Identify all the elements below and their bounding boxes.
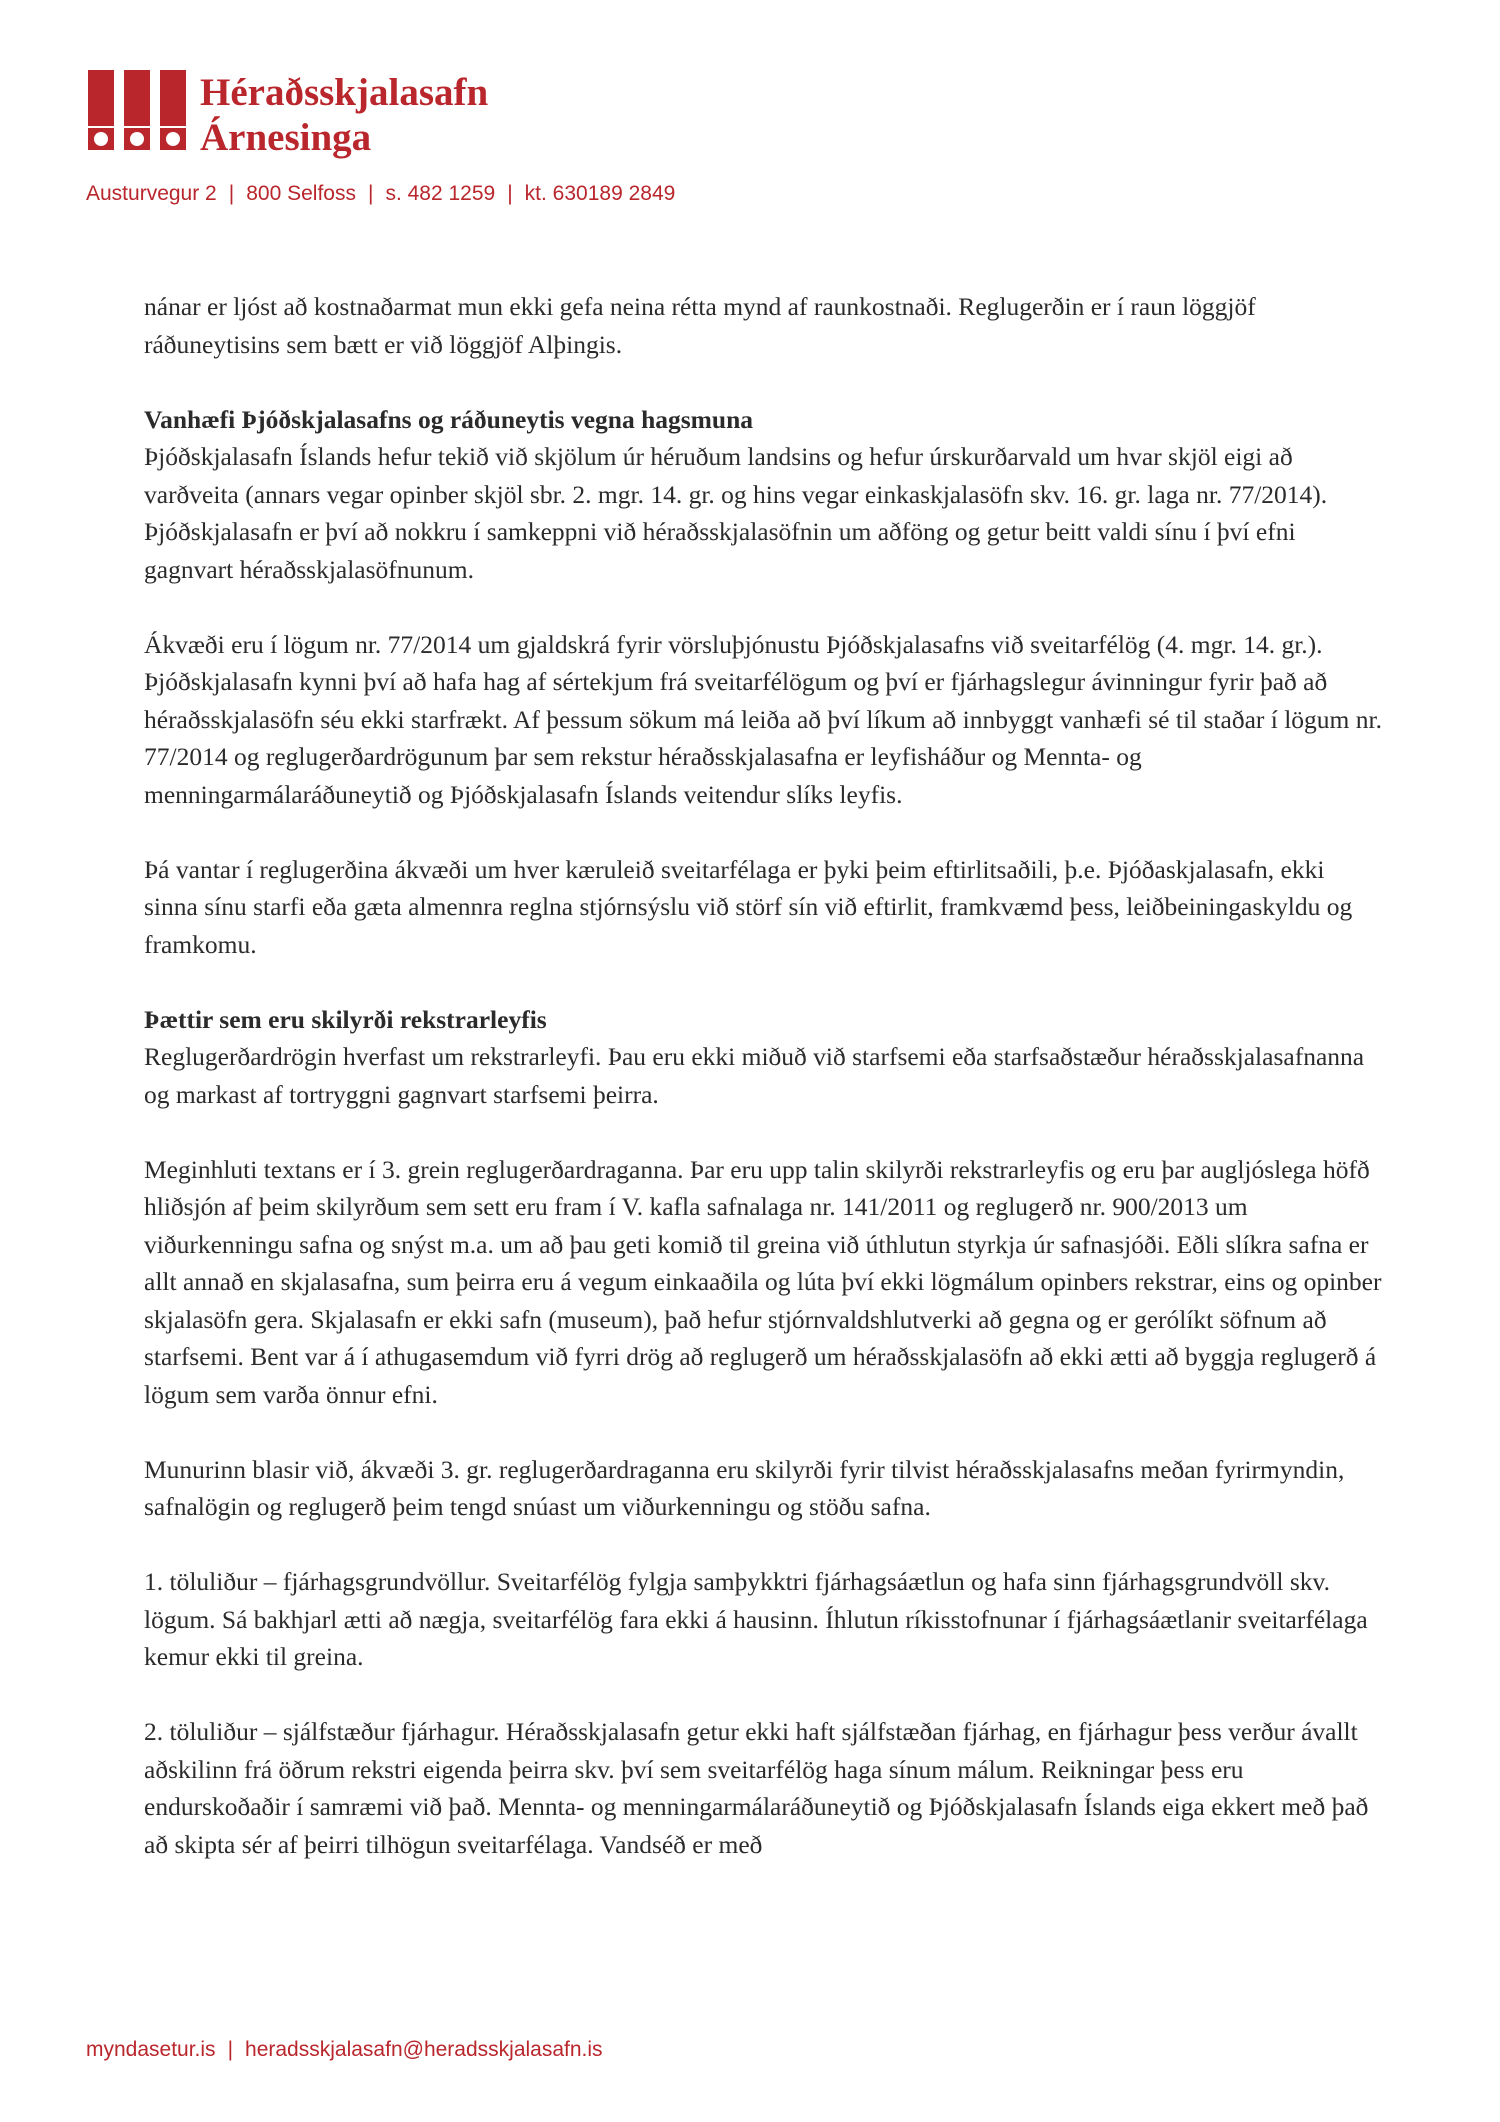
paragraph: 2. töluliður – sjálfstæður fjárhagur. Héraðsskjalasafn getur ekki haft sjálfstæðan fjárhag, en fjárhagur þess verður ávallt aðskilinn frá öðrum rekstri eigenda þeirra skv. því sem sveitarfélög haga sínum málum. Reikningar þess eru endurskoðaðir í samræmi við það. Mennta- og menningarmálaráðuneytið og Þjóðskjalasafn Íslands eiga ekkert með það að skipta sér af þeirri tilhögun sveitarfélaga. Vandséð er með <box>144 1717 1369 1859</box>
logo-line-2: Árnesinga <box>200 116 372 159</box>
street-address: Austurvegur 2 <box>86 182 217 205</box>
paragraph: Ákvæði eru í lögum nr. 77/2014 um gjaldskrá fyrir vörsluþjónustu Þjóðskjalasafns við sveitarfélög (4. mgr. 14. gr.). Þjóðskjalasafn kynni því að hafa hag af sértekjum frá sveitarfélögum og því er fjárhagslegur ávinningur fyrir það að héraðsskjalasöfn séu ekki starfrækt. Af þessum sökum má leiða að því líkum að innbyggt vanhæfi sé til staðar í lögum nr. 77/2014 og reglugerðardrögunum þar sem rekstur héraðsskjalasafna er leyfisháður og Mennta- og menningarmálaráðuneytið og Þjóðskjalasafn Íslands veitendur slíks leyfis. <box>144 629 1382 809</box>
phone-number: s. 482 1259 <box>385 182 496 205</box>
letterhead-logo <box>88 70 488 160</box>
separator: | <box>228 182 235 205</box>
paragraph: nánar er ljóst að kostnaðarmat mun ekki gefa neina rétta mynd af raunkostnaði. Reglugerðin er í raun löggjöf ráðuneytisins sem bætt er við löggjöf Alþingis. <box>144 292 1256 359</box>
letterhead-address <box>86 182 675 206</box>
letterhead-footer <box>86 2038 603 2062</box>
company-id: kt. 630189 2849 <box>524 182 676 205</box>
separator: | <box>227 2038 234 2061</box>
archive-logo-icon <box>88 70 186 150</box>
section-heading: Vanhæfi Þjóðskjalasafns og ráðuneytis vegna hagsmuna <box>144 404 754 434</box>
email-link[interactable]: heradsskjalasafn@heradsskjalasafn.is <box>245 2038 603 2061</box>
letter-body <box>144 288 1384 1863</box>
paragraph: Meginhluti textans er í 3. grein reglugerðardraganna. Þar eru upp talin skilyrði rekstrarleyfis og eru þar augljóslega höfð hliðsjón af þeim skilyrðum sem sett eru fram í V. kafla safnalaga nr. 141/2011 og reglugerð nr. 900/2013 um viðurkenningu safna og snýst m.a. um að þau geti komið til greina við úthlutun styrkja úr safnasjóði. Eðli slíkra safna er allt annað en skjalasafna, sum þeirra eru á vegum einkaaðila og lúta því ekki lögmálum opinbers rekstrar, eins og opinber skjalasöfn gera. Skjalasafn er ekki safn (museum), það hefur stjórnvaldshlutverki að gegna og er gerólíkt söfnum að starfsemi. Bent var á í athugasemdum við fyrri drög að reglugerð um héraðsskjalasöfn að ekki ætti að byggja reglugerð á lögum sem varða önnur efni. <box>144 1154 1382 1409</box>
section-heading: Þættir sem eru skilyrði rekstrarleyfis <box>144 1004 547 1034</box>
postcode: 800 Selfoss <box>246 182 356 205</box>
separator: | <box>367 182 374 205</box>
logo-wordmark <box>200 70 488 160</box>
logo-line-1: Héraðsskjalasafn <box>200 71 489 114</box>
paragraph: Reglugerðardrögin hverfast um rekstrarleyfi. Þau eru ekki miðuð við starfsemi eða starfsaðstæður héraðsskjalasafnanna og markast af tortryggni gagnvart starfsemi þeirra. <box>144 1042 1365 1109</box>
paragraph: Þjóðskjalasafn Íslands hefur tekið við skjölum úr héruðum landsins og hefur úrskurðarvald um hvar skjöl eigi að varðveita (annars vegar opinber skjöl sbr. 2. mgr. 14. gr. og hins vegar einkaskjalasöfn skv. 16. gr. laga nr. 77/2014). Þjóðskjalasafn er því að nokkru í samkeppni við héraðsskjalasöfnin um aðföng og getur beitt valdi sínu í því efni gagnvart héraðsskjalasöfnunum. <box>144 442 1328 584</box>
separator: | <box>507 182 513 205</box>
paragraph: 1. töluliður – fjárhagsgrundvöllur. Sveitarfélög fylgja samþykktri fjárhagsáætlun og hafa sinn fjárhagsgrundvöll skv. lögum. Sá bakhjarl ætti að nægja, sveitarfélög fara ekki á hausinn. Íhlutun ríkisstofnunar í fjárhagsáætlanir sveitarfélaga kemur ekki til greina. <box>144 1567 1368 1671</box>
website-link[interactable]: myndasetur.is <box>86 2038 216 2061</box>
paragraph: Munurinn blasir við, ákvæði 3. gr. reglugerðardraganna eru skilyrði fyrir tilvist héraðsskjalasafns meðan fyrirmyndin, safnalögin og reglugerð þeim tengd snúast um viðurkenningu og stöðu safna. <box>144 1454 1345 1521</box>
paragraph: Þá vantar í reglugerðina ákvæði um hver kæruleið sveitarfélaga er þyki þeim eftirlitsaðili, þ.e. Þjóðaskjalasafn, ekki sinna sínu starfi eða gæta almennra reglna stjórnsýslu við störf sín við eftirlit, framkvæmd þess, leiðbeiningaskyldu og framkomu. <box>144 854 1353 959</box>
